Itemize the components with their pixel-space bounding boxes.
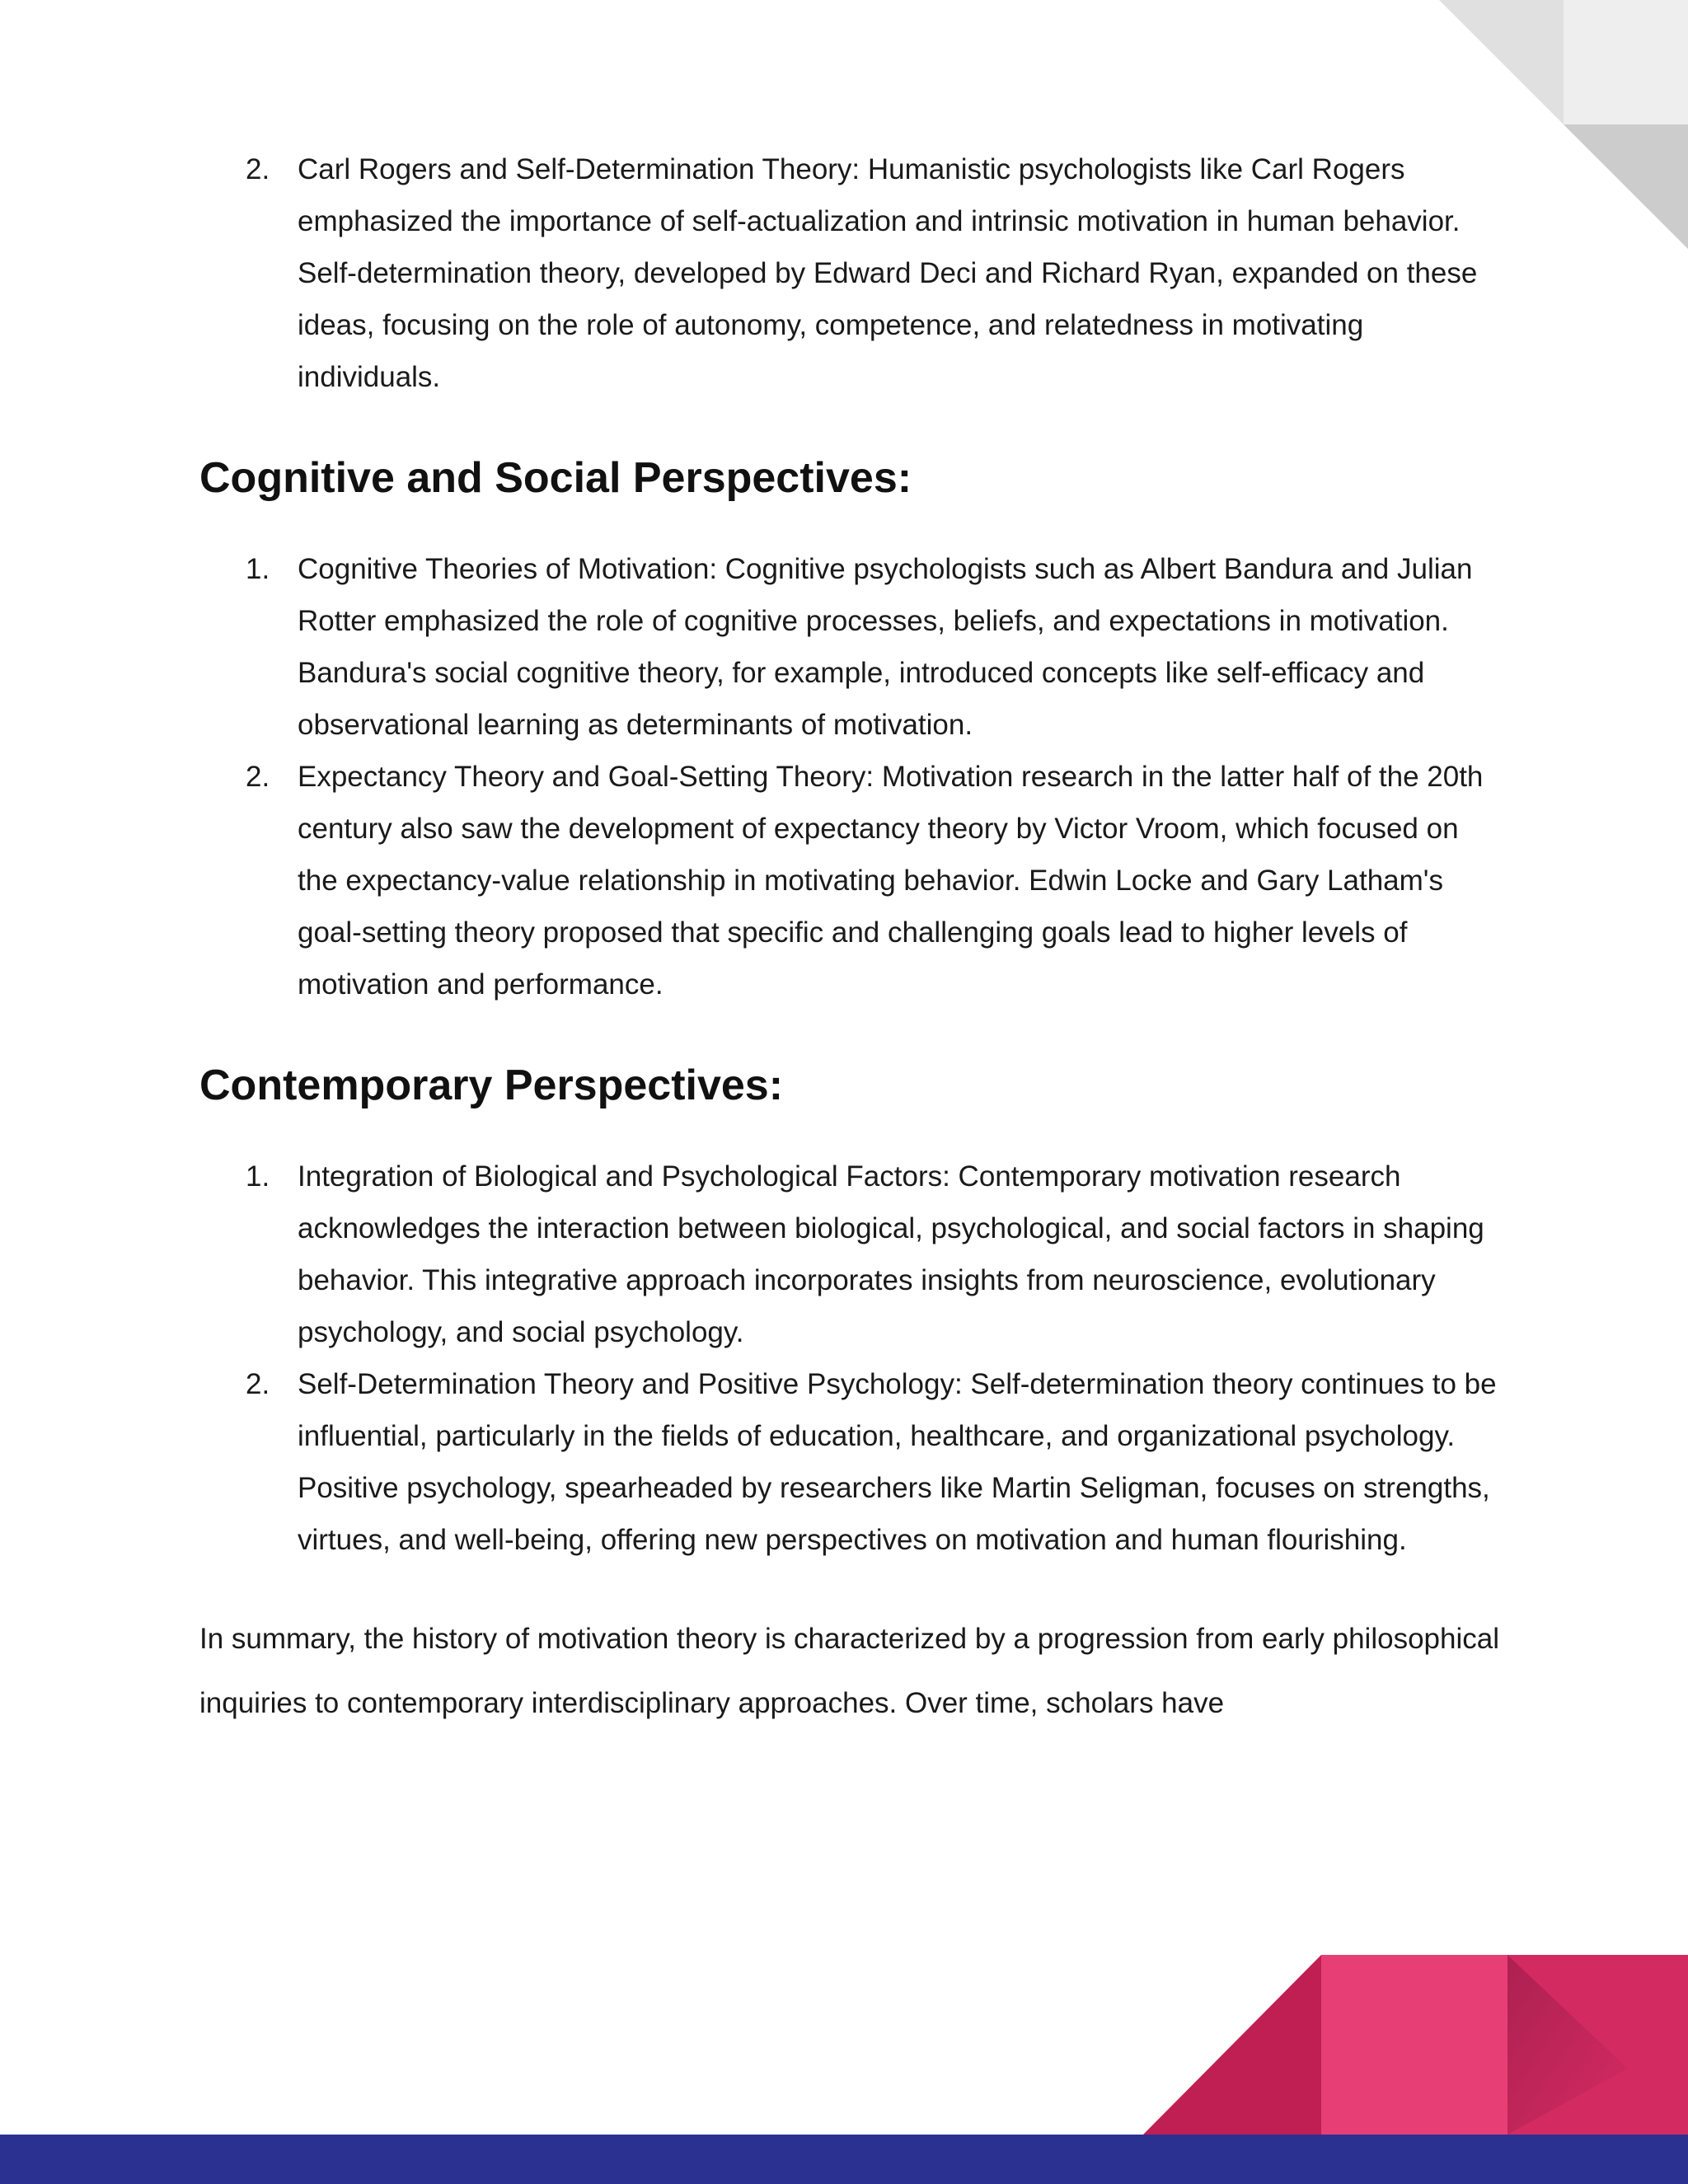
- list-item-text: Integration of Biological and Psychological Factors: Contemporary motivation research acknowledges the interaction between biological, psychological, and social factors in shaping behavior. This integrative approach incorporates insights from neuroscience, evolutionary psychology, and social psychology.: [298, 1160, 1484, 1348]
- list-item-text: Self-Determination Theory and Positive Psychology: Self-determination theory continues to be influential, particularly in the fields of education, healthcare, and organizational psychology. Positive psychology, spearheaded by researchers like Martin Seligman, focuses on strengths, virtues, and well-being, offering new perspectives on motivation and human flourishing.: [298, 1368, 1497, 1556]
- document-content: [199, 143, 1502, 1736]
- list-item: [199, 751, 1502, 1010]
- list-item-number: 1.: [246, 553, 270, 585]
- list-item: [199, 543, 1502, 751]
- list-item-number: 2.: [246, 761, 270, 793]
- pink-triangle-dark: [1143, 1955, 1321, 2135]
- list-item-number: 2.: [246, 1368, 270, 1400]
- list-item-text: Cognitive Theories of Motivation: Cognitive psychologists such as Albert Bandura and Julian Rotter emphasized the role of cognitive processes, beliefs, and expectations in motivation. Bandura's social cognitive theory, for example, introduced concepts like self-efficacy and observational learning as determinants of motivation.: [298, 553, 1473, 741]
- section-heading-contemporary: Contemporary Perspectives:: [199, 1062, 784, 1109]
- list-item-number: 1.: [246, 1160, 270, 1193]
- summary-paragraph: In summary, the history of motivation theory is characterized by a progression from early philosophical inquiries to contemporary interdisciplinary approaches. Over time, scholars have: [199, 1623, 1499, 1719]
- pink-square-mid: [1507, 1955, 1688, 2135]
- list-item: [199, 1358, 1502, 1566]
- list-item-text: Expectancy Theory and Goal-Setting Theory: Motivation research in the latter half of the 20th century also saw the development of expectancy theory by Victor Vroom, which focused on the expectancy-value relationship in motivating behavior. Edwin Locke and Gary Latham's goal-setting theory proposed that specific and challenging goals lead to higher levels of motivation and performance.: [298, 761, 1484, 1001]
- section-heading-cognitive: Cognitive and Social Perspectives:: [199, 454, 912, 502]
- gray-triangle-dark: [1564, 124, 1688, 249]
- gray-square: [1564, 0, 1688, 124]
- list-item: [199, 1151, 1502, 1358]
- cognitive-list: [199, 543, 1502, 1010]
- footer-bar: [0, 2135, 1688, 2184]
- pink-square-light: [1321, 1955, 1507, 2135]
- list-item-text: Carl Rogers and Self-Determination Theory: Humanistic psychologists like Carl Rogers emphasized the importance of self-actualization and intrinsic motivation in human behavior. Self-determination theory, developed by Edward Deci and Richard Ryan, expanded on these ideas, focusing on the role of autonomy, competence, and relatedness in motivating individuals.: [298, 153, 1478, 393]
- intro-list: [199, 143, 1502, 403]
- list-item: [199, 143, 1502, 403]
- pink-triangle-shade: [1507, 1955, 1628, 2135]
- list-item-number: 2.: [246, 153, 270, 185]
- contemporary-list: [199, 1151, 1502, 1566]
